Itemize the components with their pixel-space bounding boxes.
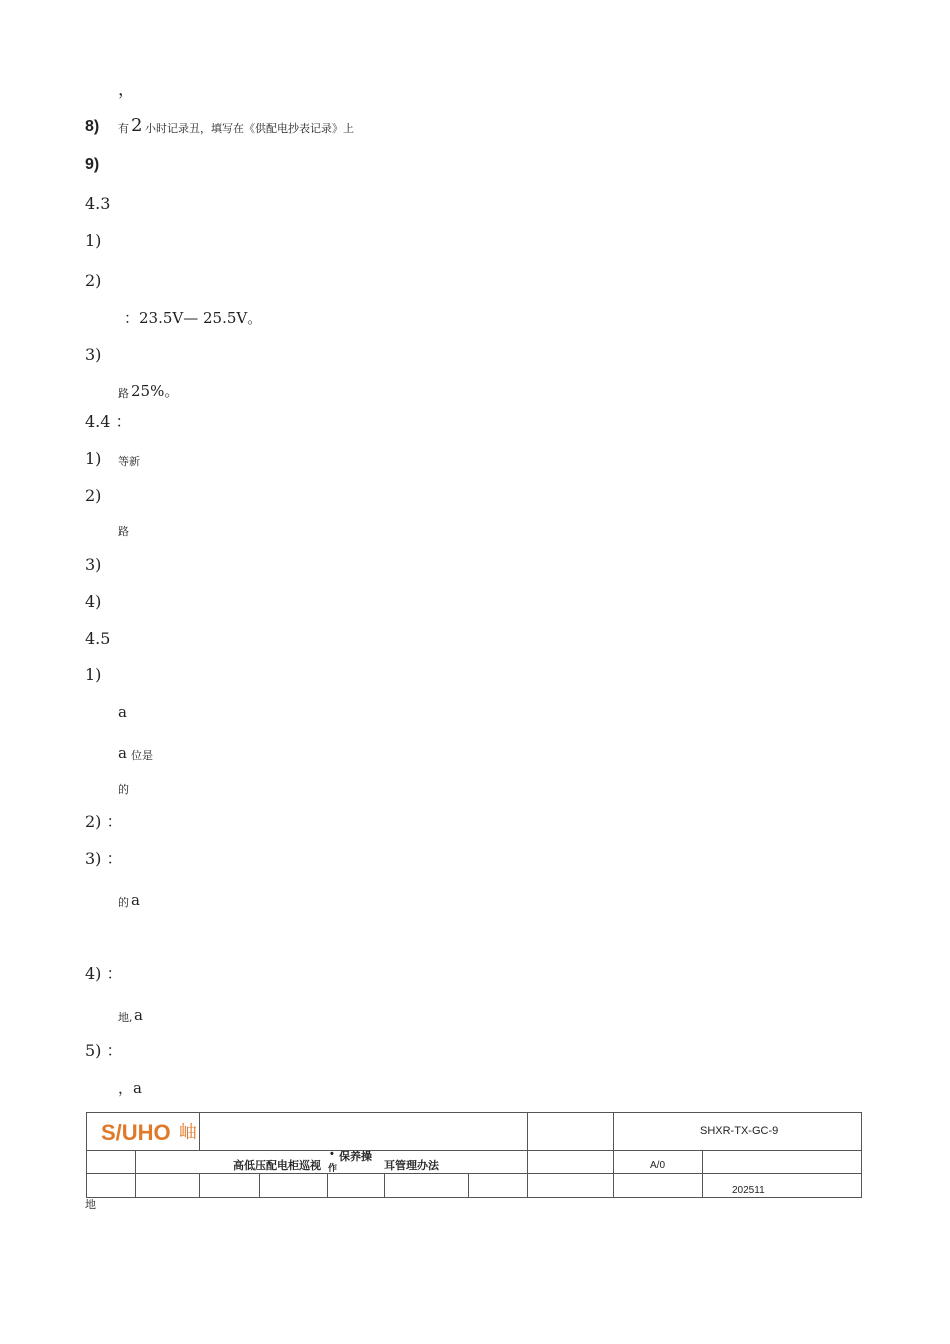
voltage-range: ：23.5V— 25.5V。 xyxy=(124,309,263,327)
de-a-text: 的 xyxy=(118,896,129,909)
footer-divider xyxy=(468,1173,469,1197)
item-8-text-c: 小时记录丑，填写在《供配电抄表记录》上 xyxy=(145,122,354,135)
comma-mark: ， xyxy=(118,80,135,100)
di-a-text: 地, xyxy=(118,1011,133,1024)
document-date: 202511 xyxy=(732,1185,765,1196)
footer-divider xyxy=(259,1173,260,1197)
s43-item-1: 1) xyxy=(85,231,102,250)
s43-item-2: 2) xyxy=(85,271,102,290)
footer-divider xyxy=(327,1173,328,1197)
company-logo-suffix: 岫 xyxy=(179,1122,197,1143)
de-a-letter: a xyxy=(131,891,140,909)
company-logo: S/UHO xyxy=(101,1120,171,1145)
document-title-dot: • xyxy=(330,1148,334,1160)
section-4-5: 4.5 xyxy=(85,629,111,648)
s43-item-3: 3) xyxy=(85,345,102,364)
s44-item-1-text: 等新 xyxy=(118,455,140,468)
item-9-number: 9) xyxy=(85,156,100,173)
s45-item-2: 2) ： xyxy=(85,812,123,831)
de-text: 的 xyxy=(118,783,129,796)
di-a-letter: a xyxy=(134,1006,143,1024)
document-title-mid: 保养操 xyxy=(339,1151,372,1163)
document-footer-table xyxy=(86,1112,862,1198)
position-text: 位是 xyxy=(131,749,153,762)
lu-text: 路 xyxy=(118,387,129,400)
trailing-text: 地 xyxy=(85,1198,96,1211)
s45-item-3: 3) ： xyxy=(85,849,123,868)
footer-divider xyxy=(384,1173,385,1197)
document-version: A/0 xyxy=(650,1160,666,1171)
footer-rule-2 xyxy=(87,1173,861,1174)
footer-divider xyxy=(613,1113,614,1197)
item-8-number: 8) xyxy=(85,118,100,135)
comma-a-text: ，a xyxy=(118,1079,142,1097)
item-8-text-a: 有 xyxy=(118,122,129,135)
footer-divider xyxy=(199,1113,200,1150)
s44-item-1: 1) xyxy=(85,449,102,468)
letter-a-2: a xyxy=(118,744,127,762)
s44-item-3: 3) xyxy=(85,555,102,574)
document-title-right: 耳管理办法 xyxy=(384,1160,439,1172)
footer-divider xyxy=(199,1173,200,1197)
footer-divider xyxy=(135,1150,136,1197)
footer-divider xyxy=(702,1150,703,1197)
s45-item-5: 5) ： xyxy=(85,1041,123,1060)
document-title: 高低压配电柜巡视 xyxy=(233,1160,321,1172)
percent-text: 25%。 xyxy=(131,382,180,400)
footer-divider xyxy=(527,1113,528,1197)
s44-item-2-text: 路 xyxy=(118,525,129,538)
s44-item-4: 4) xyxy=(85,592,102,611)
item-8-text-b: 2 xyxy=(131,115,143,136)
footer-rule-1 xyxy=(87,1150,861,1151)
s45-item-4: 4) ： xyxy=(85,964,123,983)
letter-a: a xyxy=(118,703,127,721)
s44-item-2: 2) xyxy=(85,486,102,505)
document-code: SHXR-TX-GC-9 xyxy=(700,1125,779,1137)
document-title-sub: 作 xyxy=(328,1163,338,1173)
section-4-3: 4.3 xyxy=(85,194,111,213)
section-4-4: 4.4 ： xyxy=(85,412,132,431)
s45-item-1: 1) xyxy=(85,665,102,684)
